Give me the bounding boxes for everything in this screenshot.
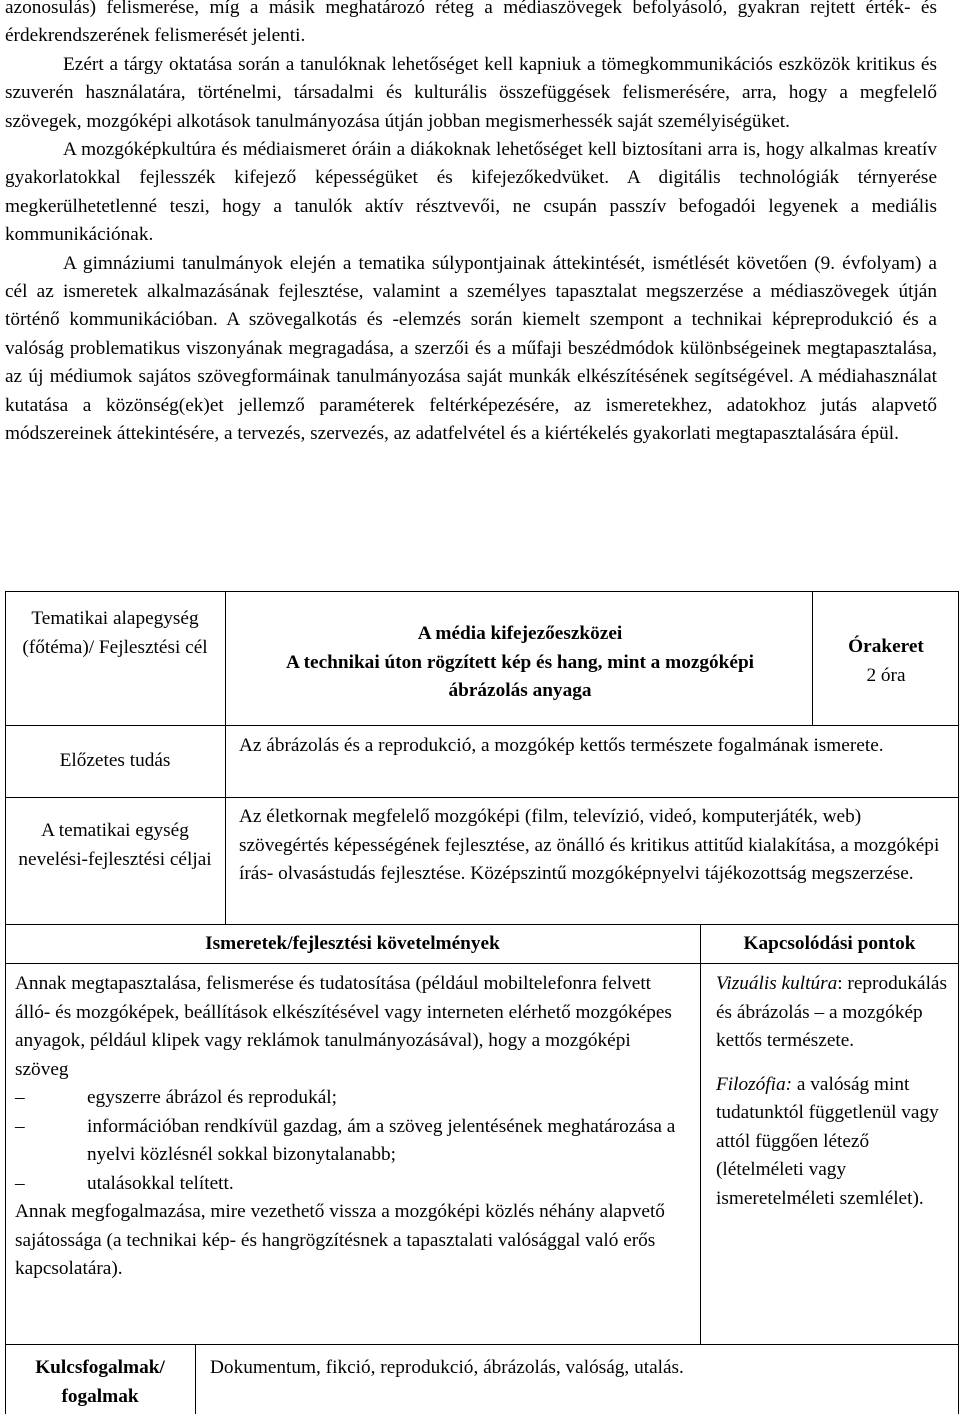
connection-subject: Vizuális kultúra	[716, 973, 838, 994]
keywords-label: Kulcsfogalmak/ fogalmak	[35, 1357, 165, 1407]
connection-text: : reprodukálás és ábrázolás – a mozgókép kettős természete.	[716, 973, 947, 1051]
connections-header: Kapcsolódási pontok	[743, 933, 916, 954]
requirement-item	[15, 1170, 687, 1199]
requirement-item	[15, 1113, 687, 1170]
topic-table-row-divider-2	[5, 797, 959, 798]
requirements-intro: Annak megtapasztalása, felismerése és tudatosítása (például mobiltelefonra felvett álló- és mozgóképek, beállítások elkészítésével vagy interneten elérhető mozgóképes anyagok, például klipek vagy reklámok tanulmányozásával), hogy a mozgóképi szöveg	[15, 973, 672, 1080]
hours-value: 2 óra	[866, 664, 906, 686]
topic-table-divider-left	[225, 591, 226, 925]
hours-label: Órakeret	[848, 636, 924, 657]
prior-knowledge-text: Az ábrázolás és a reprodukció, a mozgókép kettős természete fogalmának ismerete.	[239, 735, 884, 756]
requirement-item	[15, 1084, 687, 1113]
requirements-table-divider	[700, 925, 701, 1345]
topic-title	[240, 620, 800, 706]
intro-paragraph-4: A gimnáziumi tanulmányok elején a tematika súlypontjainak áttekintését, ismétlését követően (9. évfolyam) a cél az ismeretek alkalmazásának fejlesztése, valamint a személyes tapasztalat megszerzése a médiaszövegek útján történő kommunikációban. A szövegalkotás és -elemzés során kiemelt szempont a technikai képreprodukció és a valóság problematikus viszonyának megragadása, a szerzői és a műfaji beszédmódok különbségeinek megtapasztalása, az új médiumok sajátos szövegformáinak tanulmányozása saját munkák elkészítésének segítségével. A médiahasználat kutatása a közönség(ek)et jellemző paraméterek feltérképezésére, az ismeretekhez, adatokhoz jutás alapvető módszereinek áttekintésére, a tervezés, szervezés, az adatfelvétel és a kiértékelés gyakorlati megtapasztalására épül.	[5, 252, 937, 445]
topic-table-row-divider-1	[5, 725, 959, 726]
topic-title-line1: A média kifejezőeszközei	[417, 623, 623, 644]
requirements-header: Ismeretek/fejlesztési követelmények	[205, 933, 500, 954]
intro-paragraph-1: azonosulás) felismerése, míg a másik meghatározó réteg a médiaszövegek befolyásoló, gyakran rejtett érték- és érdekrendszerének felismerését jelenti.	[5, 0, 937, 47]
keywords-table-divider	[195, 1345, 196, 1414]
connections-body	[716, 970, 948, 1213]
requirements-header-divider	[5, 963, 959, 964]
requirement-item-text: információban rendkívül gazdag, ám a szöveg jelentésének meghatározása a nyelvi közlésnél sokkal bizonytalanabb;	[87, 1115, 676, 1165]
connection-visual-culture	[716, 970, 948, 1056]
dash-marker: –	[15, 1115, 25, 1137]
unit-label: Tematikai alapegység (főtéma)/ Fejlesztési cél	[22, 608, 208, 658]
connection-text: a valóság mint tudatunktól függetlenül vagy attól függően létező (lételméleti vagy ismeretelméleti szemlélet).	[716, 1073, 939, 1209]
dash-marker: –	[15, 1087, 25, 1108]
requirement-item-text: utalásokkal telített.	[87, 1172, 234, 1194]
connection-subject: Filozófia:	[716, 1073, 793, 1095]
requirement-item-text: egyszerre ábrázol és reprodukál;	[87, 1087, 337, 1108]
keywords-text: Dokumentum, fikció, reprodukció, ábrázolás, valóság, utalás.	[210, 1357, 684, 1378]
goals-label: A tematikai egység nevelési-fejlesztési céljai	[18, 820, 212, 870]
topic-table-divider-right	[812, 591, 813, 726]
requirements-outro: Annak megfogalmazása, mire vezethető vissza a mozgóképi közlés néhány alapvető sajátossága (a technikai kép- és hangrögzítésnek a tapasztalati valósággal való erős kapcsolatára).	[15, 1201, 665, 1279]
intro-text	[5, 0, 937, 449]
goals-text: Az életkornak megfelelő mozgóképi (film, televízió, videó, komputerjáték, web) szövegértés képességének fejlesztése, az önálló és kritikus attitűd kialakítása, a mozgóképi írás- olvasástudás fejlesztése. Középszintű mozgóképnyelvi tájékozottság megszerzése.	[239, 806, 940, 884]
prior-knowledge-label: Előzetes tudás	[59, 750, 171, 771]
topic-title-line2: A technikai úton rögzített kép és hang, mint a mozgóképi ábrázolás anyaga	[285, 651, 755, 701]
requirements-body	[15, 970, 687, 1284]
connection-philosophy	[716, 1071, 948, 1214]
intro-paragraph-2: Ezért a tárgy oktatása során a tanulóknak lehetőséget kell kapniuk a tömegkommunikációs eszközök kritikus és szuverén használatára, történelmi, társadalmi és kulturális összefüggések felismerésére, arra, hogy a megfelelő szövegek, mozgóképi alkotások tanulmányozása útján jobban megismerhessék saját személyiségüket.	[5, 53, 937, 132]
hours-cell	[815, 633, 957, 690]
intro-paragraph-3: A mozgóképkultúra és médiaismeret óráin a diákoknak lehetőséget kell biztosítani arra is, hogy alkalmas kreatív gyakorlatokkal fejlesszék kifejező képességüket és kifejezőkedvüket. A digitális technológiák térnyerése megkerülhetetlenné teszi, hogy a tanulók aktív résztvevői, ne csupán passzív befogadói legyenek a mediális kommunikációnak.	[5, 139, 937, 246]
dash-marker: –	[15, 1172, 25, 1194]
